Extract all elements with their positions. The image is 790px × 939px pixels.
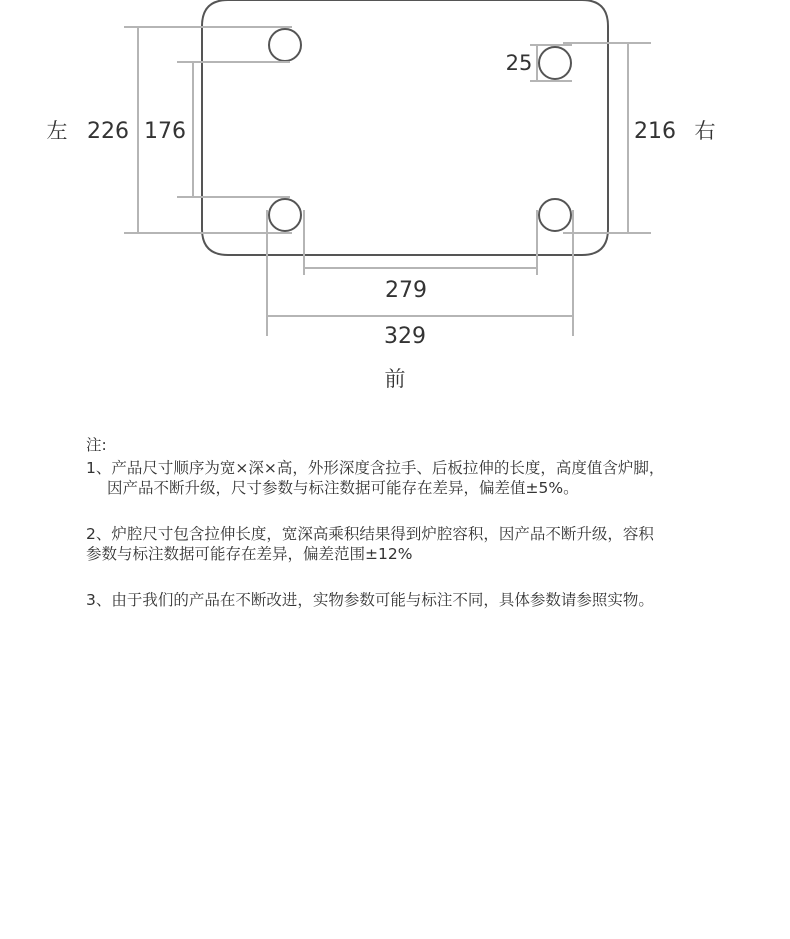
dimension-label-bottom-inner: 279 bbox=[385, 278, 427, 303]
dimension-label-bottom-outer: 329 bbox=[384, 324, 426, 349]
foot-top-left bbox=[269, 29, 301, 61]
note-2-line-1: 2、炉腔尺寸包含拉伸长度，宽深高乘积结果得到炉腔容积，因产品不断升级，容积 bbox=[86, 525, 654, 543]
dimension-diagram bbox=[0, 0, 790, 420]
dimension-bottom-inner bbox=[304, 210, 537, 275]
notes-title: 注: bbox=[86, 436, 107, 454]
dimension-left-inner bbox=[177, 62, 290, 197]
dimension-label-right: 216 bbox=[634, 119, 676, 144]
dimension-label-left-outer: 226 bbox=[87, 119, 129, 144]
foot-bottom-right bbox=[539, 199, 571, 231]
notes-section bbox=[86, 435, 726, 610]
note-3: 3、由于我们的产品在不断改进，实物参数可能与标注不同，具体参数请参照实物。 bbox=[86, 591, 654, 609]
note-1-line-1: 1、产品尺寸顺序为宽×深×高，外形深度含拉手、后板拉伸的长度，高度值含炉脚， bbox=[86, 459, 665, 477]
foot-bottom-left bbox=[269, 199, 301, 231]
note-1-line-2: 因产品不断升级，尺寸参数与标注数据可能存在差异，偏差值±5%。 bbox=[107, 479, 579, 497]
side-label-front: 前 bbox=[384, 367, 406, 391]
dimension-label-foot-diameter: 25 bbox=[505, 51, 533, 75]
side-label-right: 右 bbox=[694, 119, 716, 143]
side-label-left: 左 bbox=[46, 119, 68, 143]
dimension-bottom-outer bbox=[267, 210, 573, 336]
note-2-line-2: 参数与标注数据可能存在差异，偏差范围±12% bbox=[86, 545, 413, 563]
dimension-label-left-inner: 176 bbox=[144, 119, 186, 144]
foot-top-right bbox=[539, 47, 571, 79]
